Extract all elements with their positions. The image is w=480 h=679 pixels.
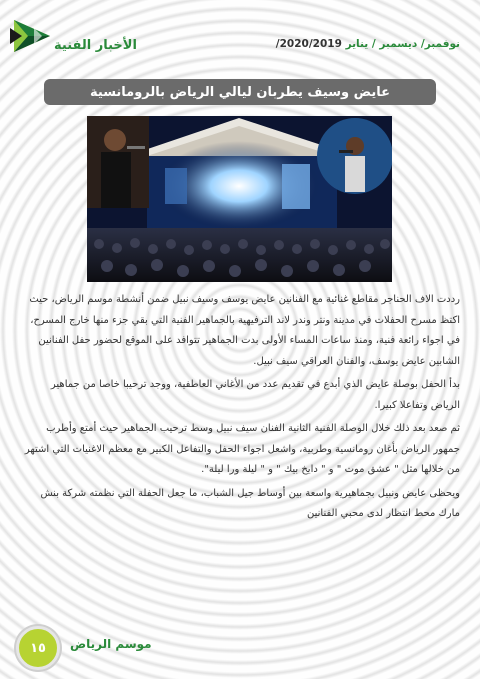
article-paragraph: بدأ الحفل بوصلة عايض الذي أبدع في تقديم عدد من الأغاني العاطفية، ووجد ترحيبا خاصا من جماهير الرياض وتفاعلا كبيرا.	[50, 379, 460, 411]
article-paragraph: رددت الاف الحناجر مقاطع غنائية مع الفنانين عايض يوسف وسيف نبيل ضمن أنشطة موسم الرياض، حيث اكتظ مسرح الحفلات في مدينة ونتر وندر لاند الترفيهية بالجماهير الفنية التي بقي جزء منها خارج المسرح، في اجواء رائعة فنية، ومنذ ساعات المساء الأولى بدت الجماهير تتوافد على الموقع لحضور حفل الفنانين الشابين عايض يوسف، والفنان العراقي سيف نبيل.	[29, 294, 460, 367]
issue-years: 2020/2019/	[275, 38, 342, 50]
issue-months: نوفمبر/ ديسمبر / يناير	[345, 38, 460, 50]
logo-text: الأخبار الفنية	[54, 38, 137, 53]
article-title-bar	[44, 79, 436, 105]
article-paragraph: ويحظى عايض ونبيل بجماهيرية واسعة بين أوساط جيل الشباب، ما جعل الحفلة التي نظمته شركة بنش مارك محط انتظار لدى محبي الفنانين	[40, 487, 460, 519]
magazine-logo	[8, 14, 137, 58]
issue-date	[276, 38, 460, 50]
article-paragraph: ثم صعد بعد ذلك خلال الوصلة الفنية الثانية الفنان سيف نبيل وسط ترحيب الجماهير حيث أمتع وأطرب جمهور الرياض بأغان رومانسية وطربية، واشعل اجواء الحفل والتفاعل الكبير مع معظم الاغنيات التي اشتهر من خلالها مثل " عشق موت " و " دايخ بيك " و " ليلة ورا ليلة".	[24, 423, 460, 475]
footer-brand: موسم الرياض	[70, 637, 152, 651]
article-body	[20, 290, 460, 528]
triangle-logo-icon	[8, 14, 58, 58]
concert-photo-graphic	[87, 116, 392, 282]
concert-photo	[87, 116, 392, 282]
page-number: ١٥	[16, 626, 60, 670]
article-title: عايض وسيف يطربان ليالي الرياض بالرومانسية	[90, 84, 390, 100]
